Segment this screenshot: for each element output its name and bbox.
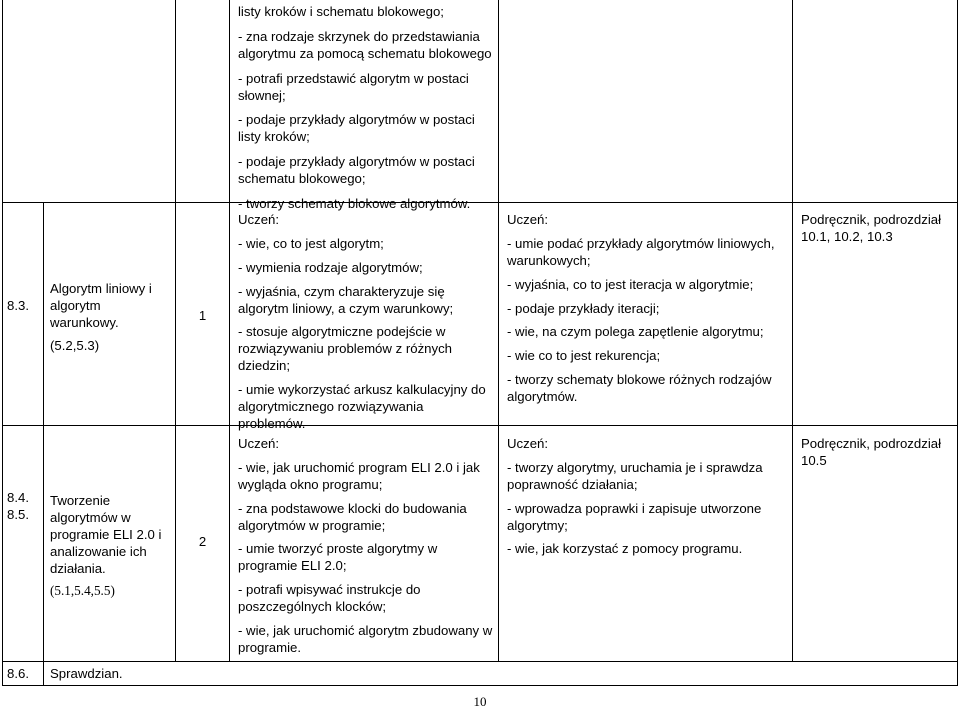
basic-item: - wymienia rodzaje algorytmów; [238, 259, 423, 275]
source-cell: Podręcznik, podrozdział 10.5 [801, 436, 942, 468]
extended-item: - tworzy algorytmy, uruchamia je i sprawdza poprawność działania; [507, 459, 763, 492]
col-divider-1 [43, 202, 44, 686]
top-outcome: - zna rodzaje skrzynek do przedstawiania algorytmu za pomocą schematu blokowego [238, 28, 492, 61]
extended-item: - wprowadza poprawki i zapisuje utworzone algorytmy; [507, 500, 762, 533]
extended-item: - podaje przykłady iteracji; [507, 300, 660, 316]
col-divider-5 [792, 0, 793, 662]
top-outcome: listy kroków i schematu blokowego; [238, 4, 444, 19]
basic-item: - potrafi wpisywać instrukcje do poszczególnych klocków; [238, 582, 421, 615]
topic-cell [50, 493, 170, 606]
extended-requirements-cell [507, 436, 789, 564]
topic-title: Algorytm liniowy i algorytm warunkowy. [50, 281, 152, 330]
basic-requirements-cell [238, 212, 494, 439]
extended-item: - wie, jak korzystać z pomocy programu. [507, 541, 743, 557]
extended-item: - umie podać przykłady algorytmów liniowych, warunkowych; [507, 235, 775, 268]
basic-item: - umie tworzyć proste algorytmy w programie ELI 2.0; [238, 541, 438, 574]
page-number: 10 [473, 694, 487, 709]
topic-title: Tworzenie algorytmów w programie ELI 2.0 i analizowanie ich działania. [50, 493, 162, 576]
basic-item: - umie wykorzystać arkusz kalkulacyjny do algorytmicznego rozwiązywania problemów. [238, 382, 486, 431]
extended-item: - wyjaśnia, co to jest iteracja w algorytmie; [507, 276, 754, 292]
basic-requirements-cell [238, 436, 494, 663]
topic-ref: (5.2,5.3) [50, 337, 100, 353]
extended-item: - wie co to jest rekurencja; [507, 348, 661, 364]
hours-cell: 1 [198, 308, 207, 323]
topic-ref: (5.1,5.4,5.5) [50, 583, 115, 599]
extended-requirements-cell [507, 212, 789, 412]
extended-item: - tworzy schematy blokowe różnych rodzajów algorytmów. [507, 372, 772, 405]
extended-heading: Uczeń: [507, 436, 549, 451]
extended-heading: Uczeń: [507, 212, 549, 227]
basic-heading: Uczeń: [238, 212, 280, 227]
row-number: 8.3. [7, 298, 29, 313]
row-number: 8.4. 8.5. [7, 490, 29, 522]
basic-item: - wie, jak uruchomić algorytm zbudowany w programie. [238, 623, 493, 655]
top-outcome: - potrafi przedstawić algorytm w postaci słownej; [238, 70, 469, 103]
source-cell: Podręcznik, podrozdział 10.1, 10.2, 10.3 [801, 212, 942, 244]
basic-item: - zna podstawowe klocki do budowania algorytmów w programie; [238, 500, 467, 533]
col-divider-2 [175, 0, 176, 662]
topic-cell [50, 281, 170, 361]
top-outcome: - tworzy schematy blokowe algorytmów. [238, 196, 471, 212]
top-outcome: - podaje przykłady algorytmów w postaci schematu blokowego; [238, 154, 475, 187]
hours-cell: 2 [198, 534, 207, 549]
col-divider-3 [229, 0, 230, 662]
top-outcomes-cell [238, 4, 496, 219]
top-outcome: - podaje przykłady algorytmów w postaci listy kroków; [238, 112, 475, 145]
table-border-left [2, 0, 3, 686]
basic-item: - wie, jak uruchomić program ELI 2.0 i jak wygląda okno programu; [238, 459, 480, 492]
table-border-right [957, 0, 958, 686]
extended-item: - wie, na czym polega zapętlenie algorytmu; [507, 324, 764, 340]
table-border-bottom [2, 685, 958, 686]
basic-item: - wie, co to jest algorytm; [238, 235, 384, 251]
row-number: 8.6. [7, 666, 29, 681]
topic-title: Sprawdzian. [50, 666, 123, 681]
basic-item: - stosuje algorytmiczne podejście w rozwiązywaniu problemów z różnych dziedzin; [238, 324, 453, 374]
basic-heading: Uczeń: [238, 436, 280, 451]
col-divider-4 [498, 0, 499, 662]
basic-item: - wyjaśnia, czym charakteryzuje się algorytm liniowy, a czym warunkowy; [238, 283, 454, 316]
